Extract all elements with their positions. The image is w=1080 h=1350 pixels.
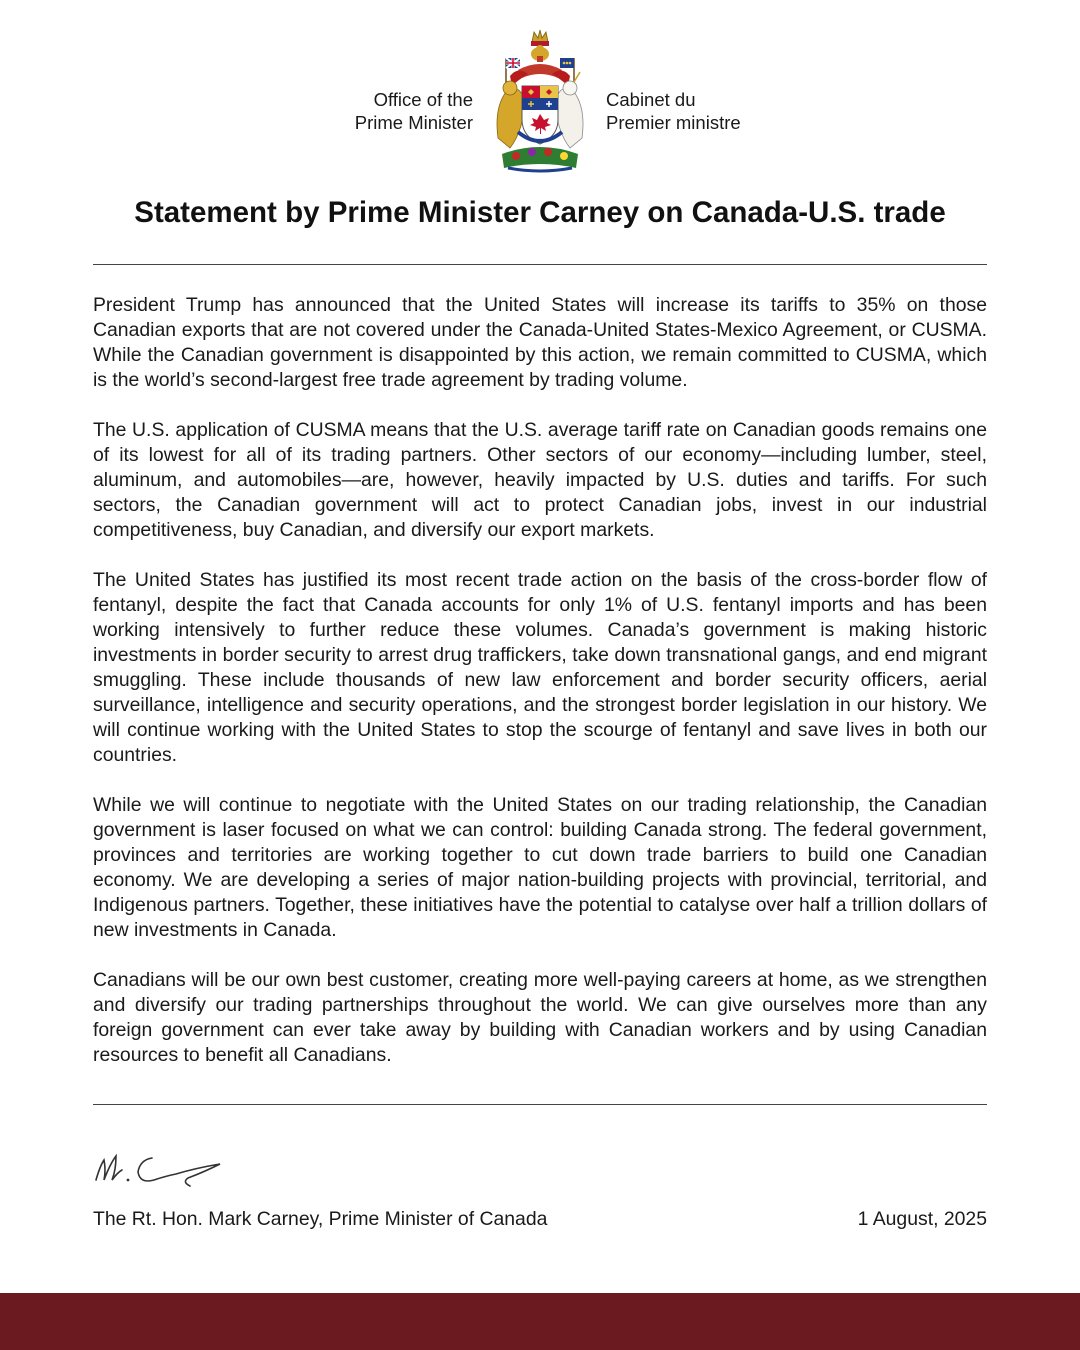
- statement-paragraph-3: The United States has justified its most recent trade action on the basis of the cross-border flow of fentanyl, despite the fact that Canada accounts for only 1% of U.S. fentanyl imports and has been working intensively to further reduce these volumes. Canada’s government is making historic investments in border security to arrest drug traffickers, take down transnational gangs, and end migrant smuggling. These include thousands of new law enforcement and border security officers, aerial surveillance, intelligence and security operations, and the strongest border legislation in our history. We will continue working with the United States to stop the scourge of fentanyl and save lives in both our countries.: [93, 569, 987, 766]
- office-name-french: [606, 88, 741, 134]
- office-name-english-line1: Office of the: [373, 89, 473, 110]
- top-divider: [93, 264, 987, 265]
- statement-paragraph-5: Canadians will be our own best customer, creating more well-paying careers at home, as we strengthen and diversify our trading partnerships throughout the world. We can give ourselves more than any foreign government can ever take away by building with Canadian workers and by using Canadian resources to benefit all Canadians.: [93, 969, 987, 1066]
- office-name-english: [355, 88, 473, 134]
- office-name-english-line2: Prime Minister: [354, 112, 473, 133]
- footer-bar: [0, 1293, 1080, 1350]
- royal-coat-of-arms-icon: [488, 28, 592, 174]
- statement-paragraph-1: President Trump has announced that the United States will increase its tariffs to 35% on those Canadian exports that are not covered under the Canada-United States-Mexico Agreement, or CUSMA. While the Canadian government is disappointed by this action, we remain committed to CUSMA, which is the world’s second-largest free trade agreement by trading volume.: [93, 294, 987, 391]
- statement-paragraph-4: While we will continue to negotiate with the United States on our trading relationship, the Canadian government is laser focused on what we can control: building Canada strong. The federal government, provinces and territories are working together to cut down trade barriers to build one Canadian economy. We are developing a series of major nation-building projects with provincial, territorial, and Indigenous partners. Together, these initiatives have the potential to catalyse over half a trillion dollars of new investments in Canada.: [93, 794, 987, 941]
- handwritten-signature-icon: [92, 1146, 232, 1192]
- statement-body: [93, 293, 987, 1093]
- statement-title: Statement by Prime Minister Carney on Canada-U.S. trade: [134, 196, 946, 229]
- statement-paragraph-2: The U.S. application of CUSMA means that the U.S. average tariff rate on Canadian goods remains one of its lowest for all of its trading partners. Other sectors of our economy—including lumber, steel, aluminum, and automobiles—are, however, heavily impacted by U.S. duties and tariffs. For such sectors, the Canadian government will act to protect Canadian jobs, invest in our industrial competitiveness, buy Canadian, and diversify our export markets.: [93, 419, 987, 541]
- letterhead: [0, 28, 1080, 178]
- office-name-french-line2: Premier ministre: [606, 112, 741, 133]
- office-name-french-line1: Cabinet du: [606, 89, 696, 110]
- signatory-name: The Rt. Hon. Mark Carney, Prime Minister of Canada: [93, 1208, 548, 1230]
- statement-date: 1 August, 2025: [857, 1208, 987, 1230]
- bottom-divider: [93, 1104, 987, 1105]
